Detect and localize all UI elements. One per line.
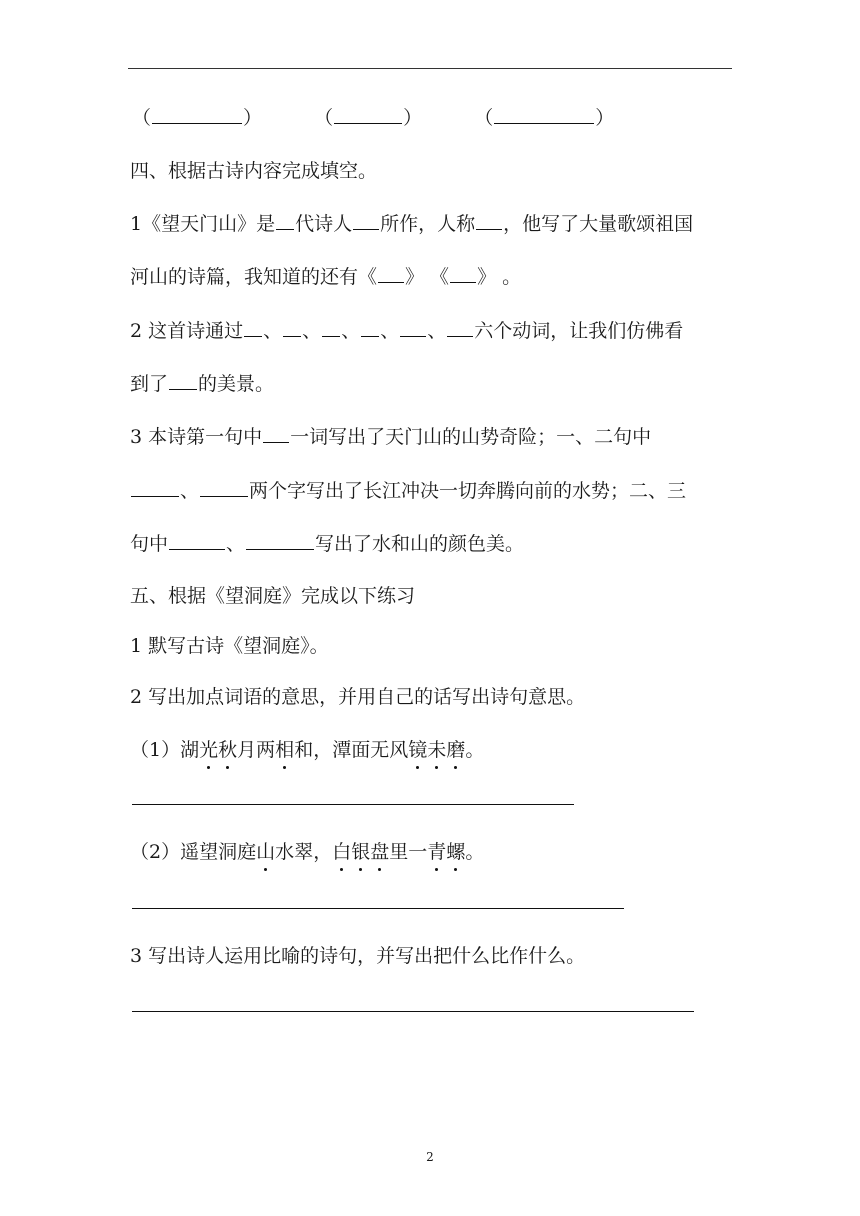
blank-field[interactable] bbox=[244, 318, 262, 337]
emphasis-char: 相 bbox=[275, 739, 295, 761]
q4-2-line-1: 2 这首诗通过 、 、 、 、 、 六个动词，让我们仿佛看 bbox=[130, 320, 684, 342]
emphasis-char: 白 bbox=[332, 841, 352, 863]
blank-field[interactable] bbox=[361, 318, 379, 337]
blank-field[interactable] bbox=[169, 371, 197, 390]
blank-field[interactable] bbox=[353, 211, 379, 230]
q4-2-line-2: 到了 的美景。 bbox=[130, 373, 275, 395]
answer-line[interactable] bbox=[132, 804, 574, 805]
emphasis-char: 秋 bbox=[218, 739, 238, 761]
q4-3-line-1: 3 本诗第一句中 一词写出了天门山的山势奇险；一、二句中 bbox=[130, 426, 652, 448]
blank-field[interactable] bbox=[400, 318, 426, 337]
emphasis-char: 光 bbox=[199, 739, 219, 761]
blank-field[interactable] bbox=[131, 478, 179, 497]
blank-field[interactable] bbox=[283, 318, 301, 337]
answer-line[interactable] bbox=[132, 1011, 694, 1012]
blank-field[interactable] bbox=[447, 318, 473, 337]
blank-field[interactable] bbox=[246, 531, 314, 550]
q5-2: 2 写出加点词语的意思，并用自己的话写出诗句意思。 bbox=[130, 686, 586, 708]
q4-1-line-1: 1《望天门山》是 代诗人 所作，人称 ，他写了大量歌颂祖国 bbox=[130, 213, 694, 235]
emphasis-char: 银 bbox=[351, 841, 371, 863]
blank-field[interactable] bbox=[200, 478, 248, 497]
q5-2-2: （2）遥望洞庭山水翠，白银盘里一青螺。 bbox=[130, 841, 485, 863]
q4-3-line-2: 、 两个字写出了长江冲决一切奔腾向前的水势；二、三 bbox=[130, 478, 686, 503]
q4-3-line-3: 句中 、 写出了水和山的颜色美。 bbox=[130, 533, 525, 555]
emphasis-char: 盘 bbox=[370, 841, 390, 863]
blank-field[interactable] bbox=[322, 318, 340, 337]
blank-field[interactable] bbox=[494, 105, 594, 124]
q5-2-1: （1）湖光秋月两相和，潭面无风镜未磨。 bbox=[130, 739, 485, 761]
section-4-heading: 四、根据古诗内容完成填空。 bbox=[130, 160, 378, 182]
section-5-heading: 五、根据《望洞庭》完成以下练习 bbox=[130, 585, 416, 607]
q5-1: 1 默写古诗《望洞庭》。 bbox=[130, 635, 329, 657]
blank-field[interactable] bbox=[450, 264, 476, 283]
answer-line[interactable] bbox=[132, 908, 624, 909]
blank-field[interactable] bbox=[169, 531, 225, 550]
top-blanks-row: （ ） （ ） （ ） bbox=[132, 107, 615, 129]
emphasis-char: 山 bbox=[256, 841, 276, 863]
blank-field[interactable] bbox=[263, 424, 289, 443]
header-rule bbox=[128, 68, 732, 69]
emphasis-char: 镜 bbox=[408, 739, 428, 761]
emphasis-char: 螺 bbox=[446, 841, 466, 863]
blank-field[interactable] bbox=[152, 105, 242, 124]
emphasis-char: 未 bbox=[427, 739, 447, 761]
emphasis-char: 磨 bbox=[446, 739, 466, 761]
blank-field[interactable] bbox=[378, 264, 404, 283]
blank-field[interactable] bbox=[476, 211, 502, 230]
q4-1-line-2: 河山的诗篇，我知道的还有《 》 《 》 。 bbox=[130, 266, 522, 288]
page-number: 2 bbox=[426, 1150, 434, 1164]
blank-field[interactable] bbox=[334, 105, 402, 124]
q5-3: 3 写出诗人运用比喻的诗句，并写出把什么比作什么。 bbox=[130, 945, 586, 967]
emphasis-char: 青 bbox=[427, 841, 447, 863]
blank-field[interactable] bbox=[276, 211, 294, 230]
